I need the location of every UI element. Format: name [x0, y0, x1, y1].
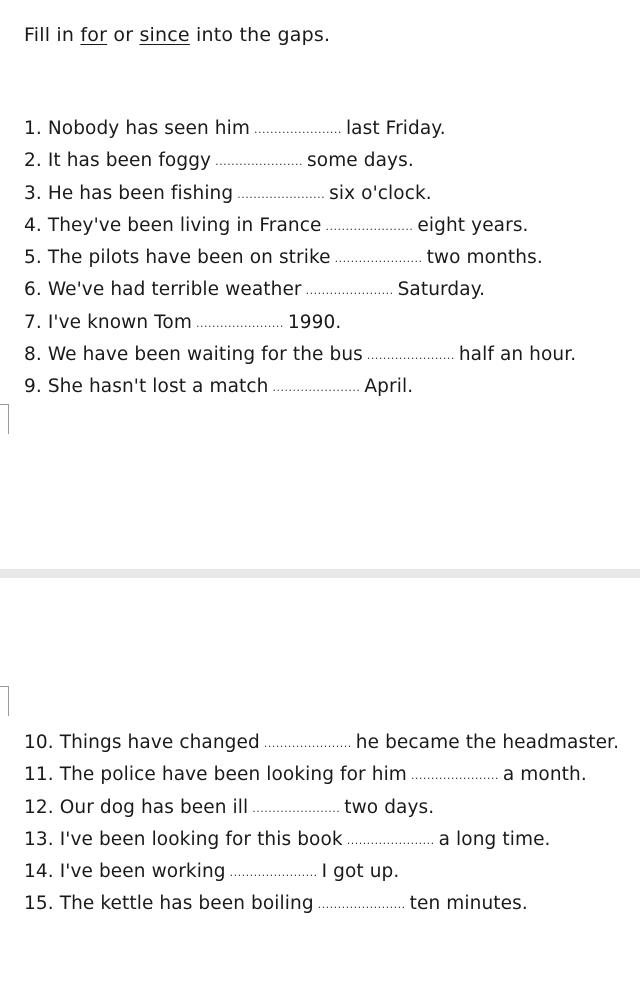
answer-gap[interactable]: ...................... — [334, 252, 423, 266]
sentence-end: April. — [364, 376, 414, 398]
instruction-suffix: into the gaps. — [189, 24, 331, 46]
sentence-end: 1990. — [287, 311, 342, 333]
exercise-sentence — [24, 274, 576, 306]
answer-gap[interactable]: ...................... — [195, 316, 284, 330]
exercise-sentence — [24, 727, 619, 759]
sentence-end: six o'clock. — [329, 182, 432, 204]
sentence-end: some days. — [307, 150, 414, 172]
sentence-end: Saturday. — [397, 279, 486, 301]
sentence-start: 6. We've had terrible weather — [24, 279, 302, 301]
sentence-end: ten minutes. — [409, 893, 528, 915]
answer-gap[interactable]: ...................... — [410, 769, 499, 783]
exercise-sentence — [24, 145, 576, 177]
sentence-start: 15. The kettle has been boiling — [24, 893, 314, 915]
exercise-sentence — [24, 210, 576, 242]
exercise-sentence — [24, 371, 576, 403]
exercise-sentence — [24, 759, 619, 791]
instruction-heading — [24, 24, 330, 46]
exercise-sentence — [24, 242, 576, 274]
exercise-list-part-2 — [24, 727, 619, 921]
answer-gap[interactable]: ...................... — [366, 349, 455, 363]
sentence-start: 4. They've been living in France — [24, 214, 322, 236]
sentence-end: two months. — [426, 247, 543, 269]
answer-gap[interactable]: ...................... — [229, 866, 318, 880]
answer-gap[interactable]: ...................... — [325, 219, 414, 233]
sentence-end: two days. — [344, 796, 435, 818]
sentence-start: 5. The pilots have been on strike — [24, 247, 331, 269]
page-divider — [0, 569, 640, 578]
sentence-end: last Friday. — [345, 118, 446, 139]
sentence-start: 2. It has been foggy — [24, 150, 212, 172]
answer-gap[interactable]: ...................... — [305, 284, 394, 298]
answer-gap[interactable]: ...................... — [215, 155, 304, 169]
sentence-start: 8. We have been waiting for the bus — [24, 344, 363, 366]
sentence-end: he became the headmaster. — [355, 732, 620, 753]
sentence-start: 9. She hasn't lost a match — [24, 376, 269, 398]
sentence-start: 14. I've been working — [24, 861, 226, 883]
sentence-end: I got up. — [321, 861, 400, 883]
instruction-middle: or — [107, 24, 140, 46]
answer-gap[interactable]: ...................... — [317, 898, 406, 912]
instruction-prefix: Fill in — [24, 24, 81, 46]
exercise-sentence — [24, 113, 576, 145]
sentence-start: 10. Things have changed — [24, 732, 260, 753]
sentence-start: 13. I've been looking for this book — [24, 828, 343, 850]
answer-gap[interactable]: ...................... — [252, 801, 341, 815]
instruction-word-since: since — [139, 24, 190, 46]
exercise-sentence — [24, 824, 619, 856]
exercise-sentence — [24, 307, 576, 339]
sentence-end: half an hour. — [458, 344, 577, 366]
answer-gap[interactable]: ...................... — [272, 381, 361, 395]
exercise-sentence — [24, 888, 619, 920]
instruction-word-for: for — [80, 24, 108, 46]
answer-gap[interactable]: ...................... — [237, 187, 326, 201]
exercise-sentence — [24, 178, 576, 210]
answer-gap[interactable]: ...................... — [254, 123, 342, 136]
answer-gap[interactable]: ...................... — [263, 737, 352, 750]
sentence-end: a month. — [502, 764, 587, 786]
answer-gap[interactable]: ...................... — [346, 833, 435, 847]
sentence-end: a long time. — [438, 828, 551, 850]
sentence-start: 7. I've known Tom — [24, 311, 192, 333]
sentence-start: 3. He has been fishing — [24, 182, 234, 204]
exercise-sentence — [24, 339, 576, 371]
sentence-start: 12. Our dog has been ill — [24, 796, 249, 818]
sentence-start: 11. The police have been looking for him — [24, 764, 407, 786]
exercise-list-part-1 — [24, 113, 576, 404]
page-crop-mark — [0, 686, 9, 716]
sentence-start: 1. Nobody has seen him — [24, 118, 250, 139]
exercise-sentence — [24, 792, 619, 824]
page-crop-mark — [0, 404, 9, 434]
exercise-sentence — [24, 856, 619, 888]
sentence-end: eight years. — [417, 214, 529, 236]
